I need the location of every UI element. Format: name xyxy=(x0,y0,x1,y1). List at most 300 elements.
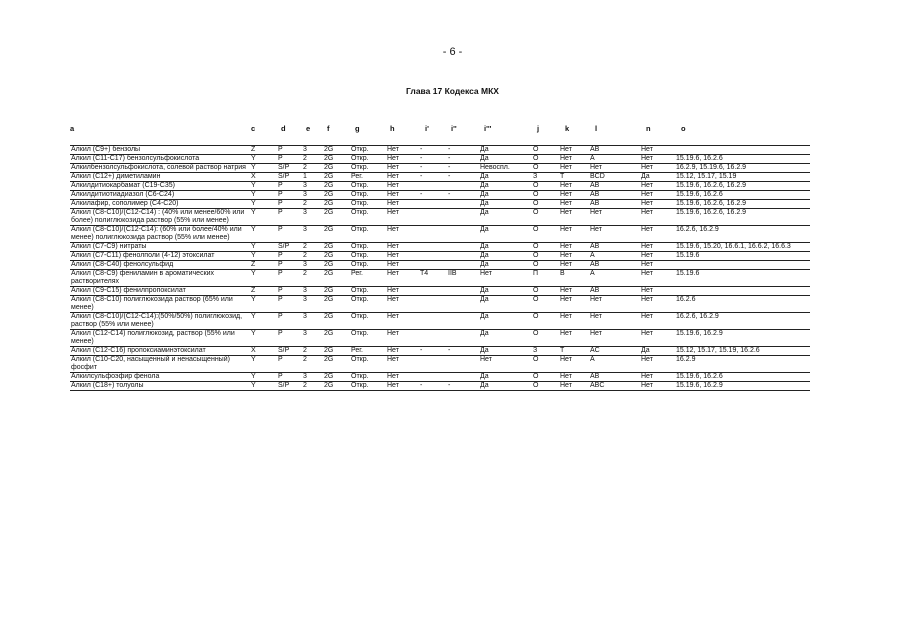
hazard-cell: S/P xyxy=(277,173,302,182)
fire-protection-cell: AB xyxy=(589,182,640,191)
table-row xyxy=(70,356,810,373)
electrical-temperature-class-cell: - xyxy=(419,347,447,356)
table-row xyxy=(70,330,810,347)
emergency-equipment-cell: Да xyxy=(640,173,675,182)
electrical-apparatus-group-cell xyxy=(447,330,479,347)
column-header: a xyxy=(70,124,75,133)
electrical-apparatus-group-cell xyxy=(447,252,479,261)
flashpoint-over-60-cell: Да xyxy=(479,382,532,391)
page-number: - 6 - xyxy=(442,46,463,58)
gauging-cell: О xyxy=(532,330,559,347)
tank-type-cell: 2G xyxy=(323,313,350,330)
electrical-apparatus-group-cell: - xyxy=(447,382,479,391)
vapour-detection-cell: Нет xyxy=(559,382,589,391)
pollution-category-cell: Y xyxy=(250,191,277,200)
fire-protection-cell: A xyxy=(589,252,640,261)
emergency-equipment-cell: Нет xyxy=(640,382,675,391)
tank-type-cell: 2G xyxy=(323,373,350,382)
flashpoint-over-60-cell: Да xyxy=(479,252,532,261)
flashpoint-over-60-cell: Да xyxy=(479,313,532,330)
electrical-temperature-class-cell xyxy=(419,287,447,296)
tank-type-cell: 2G xyxy=(323,243,350,252)
gauging-cell: О xyxy=(532,261,559,270)
tank-environmental-control-cell: Нет xyxy=(386,164,419,173)
hazard-cell: S/P xyxy=(277,164,302,173)
electrical-apparatus-group-cell: IIB xyxy=(447,270,479,287)
special-requirements-cell: 15.19.6, 16.2.6 xyxy=(675,155,810,164)
ship-type-cell: 2 xyxy=(302,155,323,164)
vapour-detection-cell: Нет xyxy=(559,287,589,296)
table-row xyxy=(70,270,810,287)
tank-vents-cell: Рег. xyxy=(350,270,386,287)
column-header: i' xyxy=(425,124,429,133)
electrical-apparatus-group-cell xyxy=(447,287,479,296)
fire-protection-cell: BCD xyxy=(589,173,640,182)
tank-type-cell: 2G xyxy=(323,209,350,226)
electrical-apparatus-group-cell: - xyxy=(447,173,479,182)
tank-environmental-control-cell: Нет xyxy=(386,347,419,356)
substance-name-cell: Алкил (С7-С9) нитраты xyxy=(70,243,250,252)
gauging-cell: О xyxy=(532,182,559,191)
vapour-detection-cell: Нет xyxy=(559,252,589,261)
flashpoint-over-60-cell: Да xyxy=(479,200,532,209)
gauging-cell: О xyxy=(532,373,559,382)
table-row xyxy=(70,373,810,382)
table-row xyxy=(70,382,810,391)
electrical-temperature-class-cell xyxy=(419,261,447,270)
electrical-apparatus-group-cell: - xyxy=(447,146,479,155)
flashpoint-over-60-cell: Да xyxy=(479,296,532,313)
pollution-category-cell: Y xyxy=(250,252,277,261)
tank-type-cell: 2G xyxy=(323,330,350,347)
substance-name-cell: Алкил (С11-С17) бензолсульфокислота xyxy=(70,155,250,164)
flashpoint-over-60-cell: Да xyxy=(479,347,532,356)
column-header: f xyxy=(327,124,330,133)
tank-vents-cell: Откр. xyxy=(350,330,386,347)
emergency-equipment-cell: Нет xyxy=(640,296,675,313)
substance-name-cell: Алкилсульфоэфир фенола xyxy=(70,373,250,382)
substance-name-cell: Алкил (С12-С16) пропоксиаминэтоксилат xyxy=(70,347,250,356)
flashpoint-over-60-cell: Да xyxy=(479,287,532,296)
table-row xyxy=(70,287,810,296)
tank-type-cell: 2G xyxy=(323,347,350,356)
tank-type-cell: 2G xyxy=(323,287,350,296)
pollution-category-cell: X xyxy=(250,173,277,182)
column-header: n xyxy=(646,124,651,133)
tank-vents-cell: Откр. xyxy=(350,182,386,191)
substance-name-cell: Алкил (С12-С14) полиглюкозид, раствор (55% или менее) xyxy=(70,330,250,347)
special-requirements-cell: 15.19.6, 16.2.9 xyxy=(675,330,810,347)
emergency-equipment-cell: Нет xyxy=(640,373,675,382)
flashpoint-over-60-cell: Да xyxy=(479,226,532,243)
electrical-temperature-class-cell: - xyxy=(419,146,447,155)
hazard-cell: P xyxy=(277,209,302,226)
tank-vents-cell: Откр. xyxy=(350,146,386,155)
pollution-category-cell: Y xyxy=(250,373,277,382)
fire-protection-cell: AB xyxy=(589,373,640,382)
special-requirements-cell xyxy=(675,146,810,155)
tank-type-cell: 2G xyxy=(323,226,350,243)
hazard-cell: P xyxy=(277,182,302,191)
electrical-temperature-class-cell: - xyxy=(419,191,447,200)
ship-type-cell: 3 xyxy=(302,296,323,313)
hazard-cell: P xyxy=(277,261,302,270)
hazard-cell: P xyxy=(277,155,302,164)
flashpoint-over-60-cell: Да xyxy=(479,330,532,347)
vapour-detection-cell: Т xyxy=(559,347,589,356)
electrical-temperature-class-cell xyxy=(419,330,447,347)
table-row xyxy=(70,173,810,182)
fire-protection-cell: Нет xyxy=(589,226,640,243)
vapour-detection-cell: Нет xyxy=(559,209,589,226)
vapour-detection-cell: Нет xyxy=(559,373,589,382)
fire-protection-cell: А xyxy=(589,270,640,287)
ship-type-cell: 3 xyxy=(302,330,323,347)
ship-type-cell: 2 xyxy=(302,347,323,356)
gauging-cell: О xyxy=(532,287,559,296)
special-requirements-cell xyxy=(675,287,810,296)
ship-type-cell: 2 xyxy=(302,164,323,173)
electrical-temperature-class-cell xyxy=(419,226,447,243)
special-requirements-cell: 15.19.6 xyxy=(675,270,810,287)
flashpoint-over-60-cell: Да xyxy=(479,261,532,270)
tank-type-cell: 2G xyxy=(323,173,350,182)
pollution-category-cell: Y xyxy=(250,382,277,391)
vapour-detection-cell: Нет xyxy=(559,182,589,191)
hazard-cell: P xyxy=(277,252,302,261)
gauging-cell: З xyxy=(532,173,559,182)
electrical-temperature-class-cell xyxy=(419,182,447,191)
tank-environmental-control-cell: Нет xyxy=(386,296,419,313)
emergency-equipment-cell: Нет xyxy=(640,313,675,330)
electrical-temperature-class-cell xyxy=(419,356,447,373)
electrical-apparatus-group-cell xyxy=(447,243,479,252)
special-requirements-cell: 15.19.6, 16.2.6, 16.2.9 xyxy=(675,209,810,226)
table-body xyxy=(70,146,810,391)
pollution-category-cell: Y xyxy=(250,330,277,347)
special-requirements-cell: 15.19.6, 16.2.6, 16.2.9 xyxy=(675,182,810,191)
special-requirements-cell xyxy=(675,261,810,270)
pollution-category-cell: Z xyxy=(250,261,277,270)
tank-environmental-control-cell: Нет xyxy=(386,287,419,296)
gauging-cell: О xyxy=(532,164,559,173)
vapour-detection-cell: В xyxy=(559,270,589,287)
tank-vents-cell: Откр. xyxy=(350,252,386,261)
ship-type-cell: 3 xyxy=(302,373,323,382)
tank-type-cell: 2G xyxy=(323,191,350,200)
gauging-cell: О xyxy=(532,296,559,313)
column-header: c xyxy=(251,124,256,133)
ship-type-cell: 3 xyxy=(302,287,323,296)
special-requirements-cell: 16.2.6 xyxy=(675,296,810,313)
special-requirements-cell: 16.2.9 xyxy=(675,356,810,373)
pollution-category-cell: Y xyxy=(250,270,277,287)
page-title: Глава 17 Кодекса МКХ xyxy=(406,86,499,96)
substance-name-cell: Алкилбензолсульфокислота, солевой раствор натрия xyxy=(70,164,250,173)
special-requirements-cell: 15.19.6, 16.2.6, 16.2.9 xyxy=(675,200,810,209)
table-row xyxy=(70,164,810,173)
special-requirements-cell: 15.19.6, 16.2.6 xyxy=(675,191,810,200)
tank-vents-cell: Откр. xyxy=(350,200,386,209)
table-row xyxy=(70,347,810,356)
table-row xyxy=(70,243,810,252)
fire-protection-cell: AC xyxy=(589,347,640,356)
tank-vents-cell: Откр. xyxy=(350,243,386,252)
flashpoint-over-60-cell: Нет xyxy=(479,356,532,373)
tank-environmental-control-cell: Нет xyxy=(386,226,419,243)
pollution-category-cell: Y xyxy=(250,155,277,164)
pollution-category-cell: Y xyxy=(250,182,277,191)
fire-protection-cell: Нет xyxy=(589,313,640,330)
gauging-cell: О xyxy=(532,243,559,252)
fire-protection-cell: Нет xyxy=(589,296,640,313)
emergency-equipment-cell: Нет xyxy=(640,155,675,164)
vapour-detection-cell: Нет xyxy=(559,226,589,243)
electrical-apparatus-group-cell xyxy=(447,313,479,330)
hazard-cell: P xyxy=(277,191,302,200)
electrical-temperature-class-cell xyxy=(419,209,447,226)
fire-protection-cell: AB xyxy=(589,200,640,209)
tank-type-cell: 2G xyxy=(323,261,350,270)
emergency-equipment-cell: Да xyxy=(640,347,675,356)
vapour-detection-cell: Нет xyxy=(559,243,589,252)
table-row xyxy=(70,209,810,226)
tank-type-cell: 2G xyxy=(323,252,350,261)
tank-type-cell: 2G xyxy=(323,356,350,373)
hazard-cell: P xyxy=(277,270,302,287)
vapour-detection-cell: Т xyxy=(559,173,589,182)
substance-name-cell: Алкил (С8-С10) полиглюкозида раствор (65% или менее) xyxy=(70,296,250,313)
tank-vents-cell: Рег. xyxy=(350,173,386,182)
pollution-category-cell: Y xyxy=(250,226,277,243)
substance-name-cell: Алкилдитиотиадиазол (С6-С24) xyxy=(70,191,250,200)
gauging-cell: З xyxy=(532,347,559,356)
emergency-equipment-cell: Нет xyxy=(640,226,675,243)
vapour-detection-cell: Нет xyxy=(559,155,589,164)
fire-protection-cell: Нет xyxy=(589,164,640,173)
pollution-category-cell: Y xyxy=(250,164,277,173)
tank-vents-cell: Откр. xyxy=(350,373,386,382)
table-row xyxy=(70,296,810,313)
vapour-detection-cell: Нет xyxy=(559,330,589,347)
electrical-temperature-class-cell: T4 xyxy=(419,270,447,287)
column-header: l xyxy=(595,124,598,133)
pollution-category-cell: Y xyxy=(250,296,277,313)
tank-vents-cell: Откр. xyxy=(350,313,386,330)
gauging-cell: П xyxy=(532,270,559,287)
special-requirements-cell: 15.19.6 xyxy=(675,252,810,261)
substance-name-cell: Алкил (С12+) диметиламин xyxy=(70,173,250,182)
column-header: j xyxy=(537,124,540,133)
tank-type-cell: 2G xyxy=(323,200,350,209)
special-requirements-cell: 16.2.9, 15.19.6, 16.2.9 xyxy=(675,164,810,173)
table-row xyxy=(70,226,810,243)
flashpoint-over-60-cell: Да xyxy=(479,146,532,155)
fire-protection-cell: AB xyxy=(589,191,640,200)
vapour-detection-cell: Нет xyxy=(559,296,589,313)
tank-vents-cell: Откр. xyxy=(350,261,386,270)
hazard-cell: S/P xyxy=(277,347,302,356)
electrical-temperature-class-cell: - xyxy=(419,164,447,173)
ship-type-cell: 2 xyxy=(302,252,323,261)
emergency-equipment-cell: Нет xyxy=(640,356,675,373)
tank-type-cell: 2G xyxy=(323,164,350,173)
tank-environmental-control-cell: Нет xyxy=(386,356,419,373)
flashpoint-over-60-cell: Невоспл. xyxy=(479,164,532,173)
pollution-category-cell: Y xyxy=(250,356,277,373)
fire-protection-cell: Нет xyxy=(589,209,640,226)
tank-type-cell: 2G xyxy=(323,182,350,191)
cargo-table xyxy=(70,145,810,391)
hazard-cell: S/P xyxy=(277,382,302,391)
gauging-cell: О xyxy=(532,313,559,330)
tank-vents-cell: Откр. xyxy=(350,191,386,200)
hazard-cell: P xyxy=(277,146,302,155)
substance-name-cell: Алкил (С7-С11) фенолполи (4-12) этоксилат xyxy=(70,252,250,261)
column-header: o xyxy=(681,124,686,133)
pollution-category-cell: Y xyxy=(250,313,277,330)
gauging-cell: О xyxy=(532,191,559,200)
tank-type-cell: 2G xyxy=(323,155,350,164)
pollution-category-cell: Z xyxy=(250,287,277,296)
tank-environmental-control-cell: Нет xyxy=(386,382,419,391)
substance-name-cell: Алкилафир, сополимер (С4-С20) xyxy=(70,200,250,209)
special-requirements-cell: 15.19.6, 15.20, 16.6.1, 16.6.2, 16.6.3 xyxy=(675,243,810,252)
substance-name-cell: Алкил (С8-С10)/(С12-С14):(50%/50%) полиглюкозид, раствор (55% или менее) xyxy=(70,313,250,330)
electrical-apparatus-group-cell: - xyxy=(447,155,479,164)
gauging-cell: О xyxy=(532,155,559,164)
substance-name-cell: Алкил (С9+) бензолы xyxy=(70,146,250,155)
flashpoint-over-60-cell: Да xyxy=(479,243,532,252)
gauging-cell: О xyxy=(532,382,559,391)
fire-protection-cell: ABC xyxy=(589,382,640,391)
hazard-cell: P xyxy=(277,226,302,243)
fire-protection-cell: AB xyxy=(589,287,640,296)
tank-vents-cell: Рег. xyxy=(350,347,386,356)
electrical-temperature-class-cell xyxy=(419,252,447,261)
pollution-category-cell: Y xyxy=(250,200,277,209)
vapour-detection-cell: Нет xyxy=(559,356,589,373)
column-header: e xyxy=(306,124,311,133)
column-header: g xyxy=(355,124,360,133)
tank-type-cell: 2G xyxy=(323,146,350,155)
tank-environmental-control-cell: Нет xyxy=(386,200,419,209)
substance-name-cell: Алкил (С10-С20, насыщенный и ненасыщенный) фосфит xyxy=(70,356,250,373)
special-requirements-cell: 15.19.6, 16.2.6 xyxy=(675,373,810,382)
hazard-cell: P xyxy=(277,200,302,209)
vapour-detection-cell: Нет xyxy=(559,313,589,330)
gauging-cell: О xyxy=(532,226,559,243)
emergency-equipment-cell: Нет xyxy=(640,182,675,191)
gauging-cell: О xyxy=(532,209,559,226)
flashpoint-over-60-cell: Нет xyxy=(479,270,532,287)
emergency-equipment-cell: Нет xyxy=(640,200,675,209)
emergency-equipment-cell: Нет xyxy=(640,164,675,173)
ship-type-cell: 2 xyxy=(302,382,323,391)
vapour-detection-cell: Нет xyxy=(559,191,589,200)
substance-name-cell: Алкил (С8-С10)/(С12-С14) : (40% или менее/60% или более) полиглюкозида раствор (55% или менее) xyxy=(70,209,250,226)
electrical-apparatus-group-cell xyxy=(447,182,479,191)
vapour-detection-cell: Нет xyxy=(559,146,589,155)
tank-environmental-control-cell: Нет xyxy=(386,270,419,287)
electrical-apparatus-group-cell: - xyxy=(447,164,479,173)
ship-type-cell: 3 xyxy=(302,146,323,155)
electrical-apparatus-group-cell: - xyxy=(447,191,479,200)
emergency-equipment-cell: Нет xyxy=(640,191,675,200)
electrical-temperature-class-cell xyxy=(419,313,447,330)
ship-type-cell: 3 xyxy=(302,261,323,270)
table-row xyxy=(70,313,810,330)
emergency-equipment-cell: Нет xyxy=(640,261,675,270)
ship-type-cell: 2 xyxy=(302,270,323,287)
tank-vents-cell: Откр. xyxy=(350,209,386,226)
ship-type-cell: 3 xyxy=(302,313,323,330)
electrical-temperature-class-cell xyxy=(419,373,447,382)
special-requirements-cell: 15.12, 15.17, 15.19, 16.2.6 xyxy=(675,347,810,356)
emergency-equipment-cell: Нет xyxy=(640,209,675,226)
column-header: d xyxy=(281,124,286,133)
emergency-equipment-cell: Нет xyxy=(640,252,675,261)
substance-name-cell: Алкилдитиокарбамат (С19-С35) xyxy=(70,182,250,191)
tank-environmental-control-cell: Нет xyxy=(386,182,419,191)
electrical-temperature-class-cell: - xyxy=(419,155,447,164)
tank-vents-cell: Откр. xyxy=(350,164,386,173)
electrical-apparatus-group-cell xyxy=(447,373,479,382)
electrical-temperature-class-cell xyxy=(419,296,447,313)
emergency-equipment-cell: Нет xyxy=(640,146,675,155)
gauging-cell: О xyxy=(532,146,559,155)
tank-environmental-control-cell: Нет xyxy=(386,252,419,261)
emergency-equipment-cell: Нет xyxy=(640,243,675,252)
special-requirements-cell: 15.12, 15.17, 15.19 xyxy=(675,173,810,182)
tank-vents-cell: Откр. xyxy=(350,382,386,391)
tank-environmental-control-cell: Нет xyxy=(386,155,419,164)
electrical-temperature-class-cell xyxy=(419,243,447,252)
electrical-apparatus-group-cell xyxy=(447,296,479,313)
tank-type-cell: 2G xyxy=(323,296,350,313)
electrical-apparatus-group-cell xyxy=(447,226,479,243)
flashpoint-over-60-cell: Да xyxy=(479,209,532,226)
substance-name-cell: Алкил (С8-С9) фениламин в ароматических растворителях xyxy=(70,270,250,287)
electrical-temperature-class-cell: - xyxy=(419,382,447,391)
electrical-apparatus-group-cell xyxy=(447,209,479,226)
tank-environmental-control-cell: Нет xyxy=(386,330,419,347)
hazard-cell: P xyxy=(277,313,302,330)
special-requirements-cell: 16.2.6, 16.2.9 xyxy=(675,226,810,243)
vapour-detection-cell: Нет xyxy=(559,164,589,173)
hazard-cell: P xyxy=(277,373,302,382)
ship-type-cell: 2 xyxy=(302,200,323,209)
tank-vents-cell: Откр. xyxy=(350,296,386,313)
emergency-equipment-cell: Нет xyxy=(640,287,675,296)
fire-protection-cell: AB xyxy=(589,146,640,155)
table-row xyxy=(70,252,810,261)
hazard-cell: P xyxy=(277,296,302,313)
electrical-temperature-class-cell: - xyxy=(419,173,447,182)
tank-environmental-control-cell: Нет xyxy=(386,209,419,226)
fire-protection-cell: Нет xyxy=(589,330,640,347)
substance-name-cell: Алкил (С8-С10)/(С12-С14): (60% или более/40% или менее) полиглюкозида раствор (55% или менее) xyxy=(70,226,250,243)
flashpoint-over-60-cell: Да xyxy=(479,373,532,382)
table-row xyxy=(70,155,810,164)
fire-protection-cell: AB xyxy=(589,243,640,252)
flashpoint-over-60-cell: Да xyxy=(479,182,532,191)
tank-environmental-control-cell: Нет xyxy=(386,261,419,270)
emergency-equipment-cell: Нет xyxy=(640,270,675,287)
fire-protection-cell: А xyxy=(589,356,640,373)
tank-environmental-control-cell: Нет xyxy=(386,173,419,182)
special-requirements-cell: 15.19.6, 16.2.9 xyxy=(675,382,810,391)
